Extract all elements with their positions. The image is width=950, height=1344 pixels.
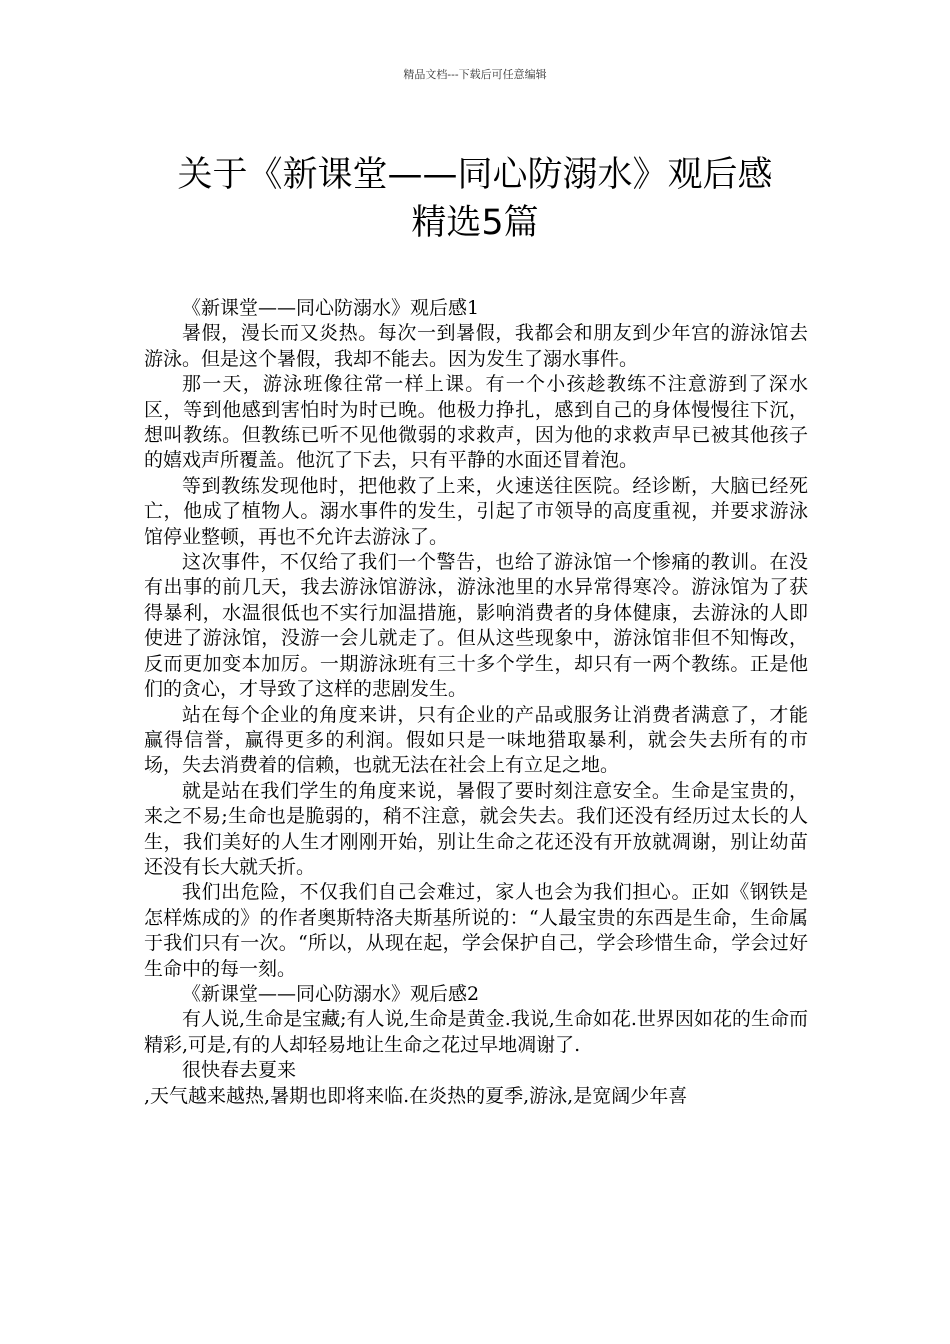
- paragraph: 暑假，漫长而又炎热。每次一到暑假，我都会和朋友到少年宫的游泳馆去游泳。但是这个暑假，我却不能去。因为发生了溺水事件。: [144, 322, 808, 370]
- document-body: [144, 296, 808, 1109]
- page-header: 精品文档---下载后可任意编辑: [403, 68, 547, 81]
- paragraph: 这次事件，不仅给了我们一个警告，也给了游泳馆一个惨痛的教训。在没有出事的前几天，我去游泳馆游泳，游泳池里的水异常得寒冷。游泳馆为了获得暴利，水温很低也不实行加温措施，影响消费者的身体健康，去游泳的人即使进了游泳馆，没游一会儿就走了。但从这些现象中，游泳馆非但不知悔改，反而更加变本加厉。一期游泳班有三十多个学生，却只有一两个教练。正是他们的贪心，才导致了这样的悲剧发生。: [144, 551, 808, 701]
- title-line-1: 关于《新课堂——同心防溺水》观后感: [177, 155, 773, 196]
- paragraph: 我们出危险，不仅我们自己会难过，家人也会为我们担心。正如《钢铁是怎样炼成的》的作者奥斯特洛夫斯基所说的：“人最宝贵的东西是生命，生命属于我们只有一次。“所以，从现在起，学会保护自己，学会珍惜生命，学会过好生命中的每一刻。: [144, 881, 808, 980]
- paragraph: 那一天，游泳班像往常一样上课。有一个小孩趁教练不注意游到了深水区，等到他感到害怕时为时已晚。他极力挣扎，感到自己的身体慢慢往下沉，想叫教练。但教练已听不见他微弱的求救声，因为他的求救声早已被其他孩子的嬉戏声所覆盖。他沉了下去，只有平静的水面还冒着泡。: [144, 373, 808, 472]
- section-heading: 《新课堂——同心防溺水》观后感2: [182, 982, 480, 1005]
- paragraph: ,天气越来越热,暑期也即将来临.在炎热的夏季,游泳,是宽阔少年喜: [144, 1084, 688, 1107]
- paragraph: 站在每个企业的角度来讲，只有企业的产品或服务让消费者满意了，才能赢得信誉，赢得更多的利润。假如只是一味地猎取暴利，就会失去所有的市场，失去消费着的信赖，也就无法在社会上有立足之地。: [144, 703, 808, 777]
- paragraph: 有人说,生命是宝藏;有人说,生命是黄金.我说,生命如花.世界因如花的生命而精彩,可是,有的人却轻易地让生命之花过早地凋谢了.: [144, 1008, 808, 1056]
- document-title: [0, 151, 950, 247]
- paragraph: 等到教练发现他时，把他救了上来，火速送往医院。经诊断，大脑已经死亡，他成了植物人。溺水事件的发生，引起了市领导的高度重视，并要求游泳馆停业整顿，再也不允许去游泳了。: [144, 474, 808, 548]
- paragraph: 就是站在我们学生的角度来说，暑假了要时刻注意安全。生命是宝贵的，来之不易;生命也是脆弱的，稍不注意，就会失去。我们还没有经历过太长的人生，我们美好的人生才刚刚开始，别让生命之花还没有开放就凋谢，别让幼苗还没有长大就夭折。: [144, 779, 808, 878]
- paragraph: 很快春去夏来: [182, 1059, 297, 1082]
- section-heading: 《新课堂——同心防溺水》观后感1: [182, 297, 480, 319]
- title-line-2: 精选5篇: [411, 203, 539, 244]
